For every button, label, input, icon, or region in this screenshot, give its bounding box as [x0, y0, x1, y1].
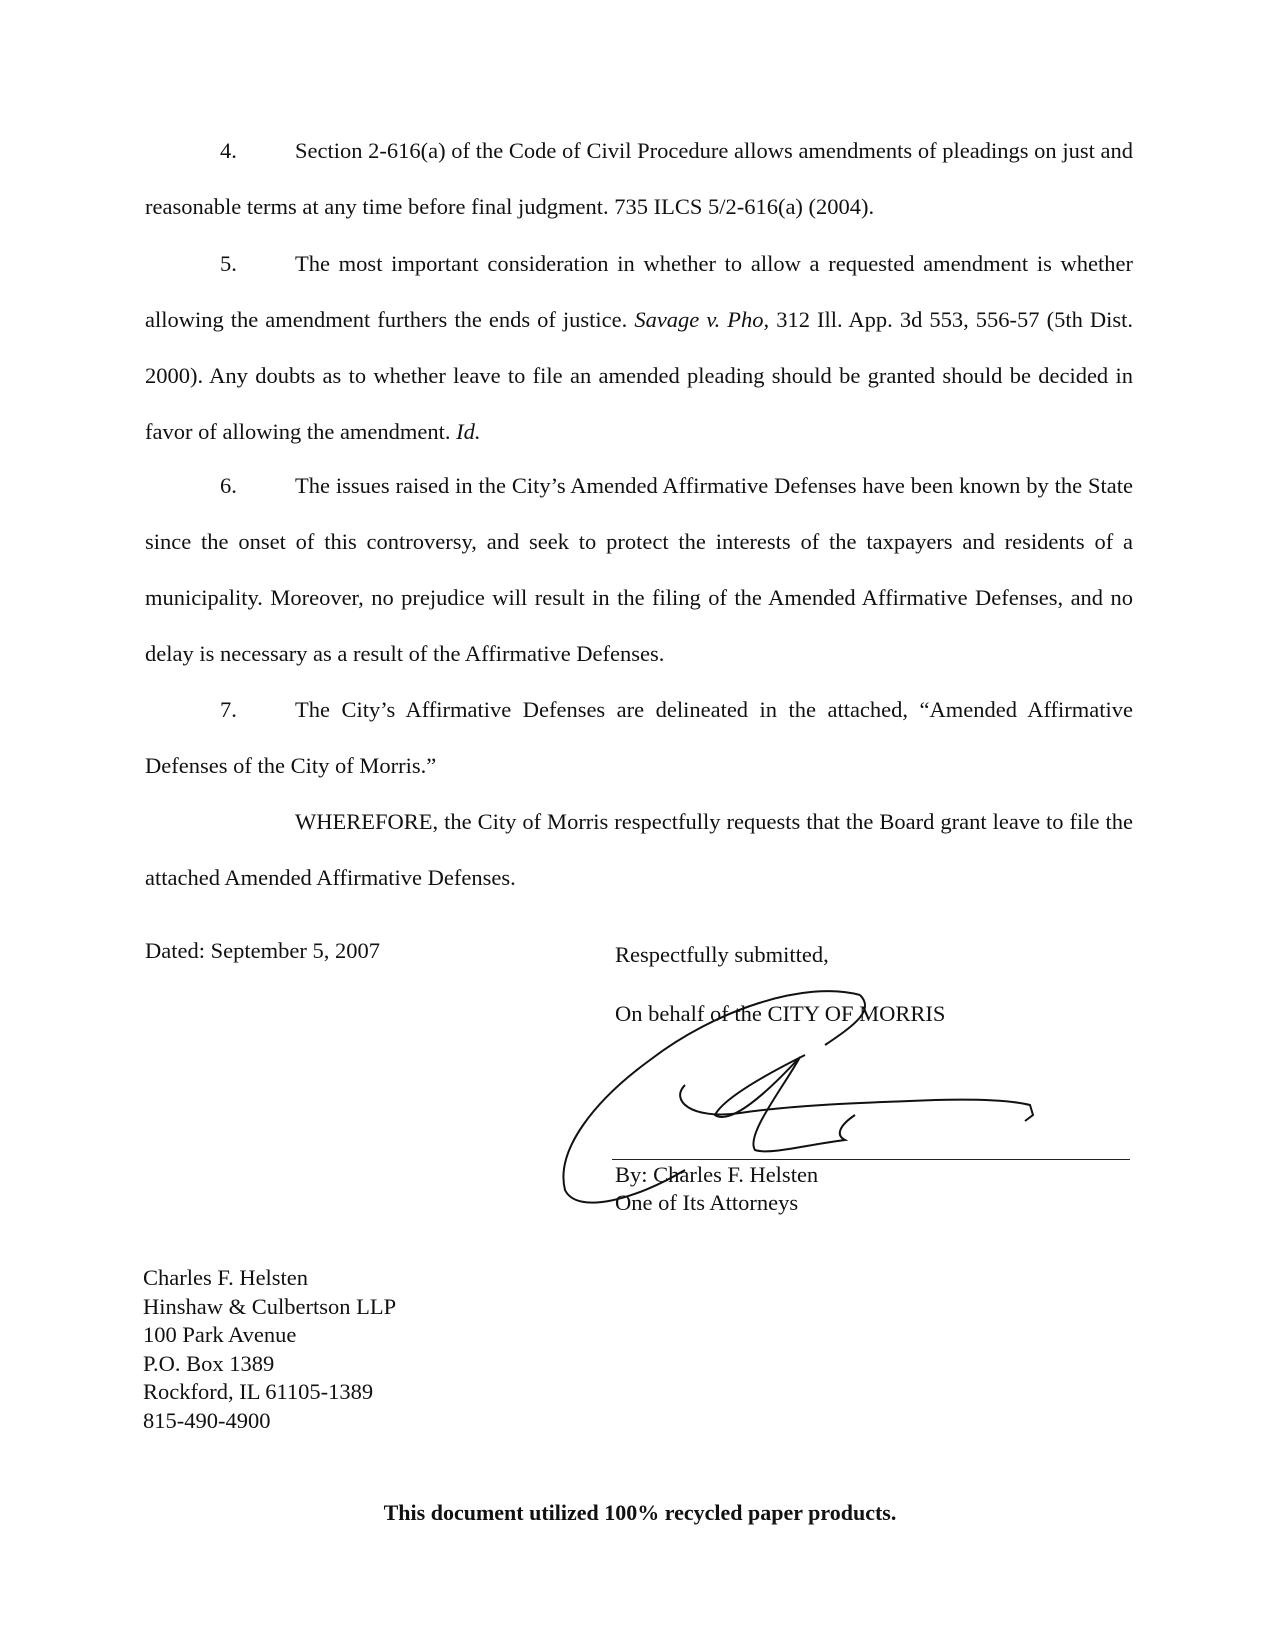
recycled-paper-footer: This document utilized 100% recycled paper products.: [383, 1500, 897, 1525]
signer-role: One of Its Attorneys: [615, 1190, 799, 1215]
attorney-address-block: [143, 1264, 396, 1435]
paragraph-number: 5.: [220, 251, 237, 276]
handwritten-signature: [555, 985, 1095, 1215]
paragraph-text-cont: 312 Ill. App. 3d 553, 556-57 (5th Dist. 2000). Any doubts as to whether leave to file an amended pleading should be granted should be decided in favor of allowing the amendment.: [145, 307, 1133, 444]
address-line: Rockford, IL 61105-1389: [143, 1379, 374, 1404]
respectfully-submitted: Respectfully submitted,: [615, 942, 829, 967]
paragraph-number: 4.: [220, 138, 237, 163]
paragraph-number: 6.: [220, 473, 237, 498]
address-line: 815-490-4900: [143, 1407, 271, 1433]
date-line: Dated: September 5, 2007: [145, 938, 380, 963]
wherefore-text: WHEREFORE, the City of Morris respectfully requests that the Board grant leave to file the attached Amended Affirmative Defenses.: [145, 809, 1133, 890]
wherefore-paragraph: [145, 794, 1133, 906]
paragraph-number: 7.: [220, 697, 237, 722]
address-line: Charles F. Helsten: [143, 1265, 309, 1290]
address-line: P.O. Box 1389: [143, 1350, 275, 1376]
paragraph-6: [145, 458, 1133, 682]
id-citation: Id.: [456, 419, 481, 444]
address-line: Hinshaw & Culbertson LLP: [143, 1293, 397, 1319]
case-citation: Savage v. Pho,: [634, 307, 770, 332]
paragraph-text: Section 2-616(a) of the Code of Civil Procedure allows amendments of pleadings on just and reasonable terms at any time before final judgment. 735 ILCS 5/2-616(a) (2004).: [145, 138, 1133, 219]
paragraph-text: The most important consideration in whether to allow a requested amendment is whether allowing the amendment furthers the ends of justice.: [145, 251, 1133, 332]
paragraph-4: [145, 123, 1133, 235]
paragraph-text: The City’s Affirmative Defenses are delineated in the attached, “Amended Affirmative Defenses of the City of Morris.”: [145, 697, 1133, 778]
paragraph-5: [145, 236, 1133, 460]
signer-name: By: Charles F. Helsten: [615, 1162, 819, 1187]
on-behalf-line: On behalf of the CITY OF MORRIS: [615, 1001, 946, 1026]
paragraph-text: The issues raised in the City’s Amended Affirmative Defenses have been known by the State since the onset of this controversy, and seek to protect the interests of the taxpayers and residents of a municipality. Moreover, no prejudice will result in the filing of the Amended Affirmative Defenses, and no delay is necessary as a result of the Affirmative Defenses.: [145, 473, 1133, 666]
paragraph-7: [145, 682, 1133, 794]
address-line: 100 Park Avenue: [143, 1322, 297, 1347]
